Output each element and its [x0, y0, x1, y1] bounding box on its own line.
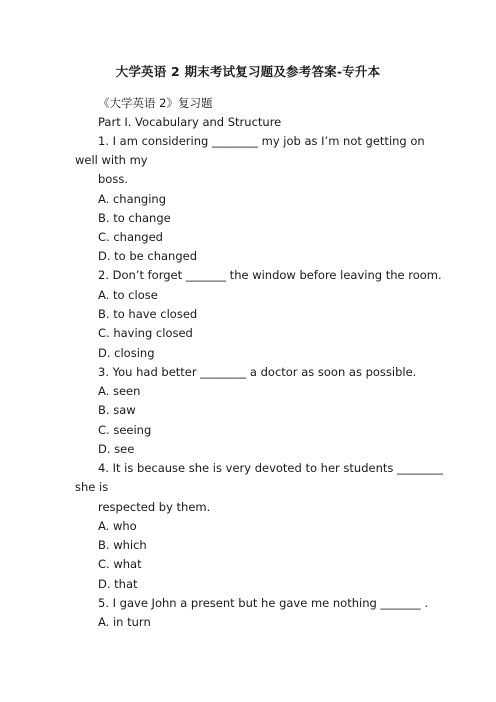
question-1-option-a: A. changing — [98, 192, 167, 206]
question-4-stem: 4. It is because she is very devoted to her students ________ — [98, 461, 444, 475]
question-2-option-c: C. having closed — [98, 326, 193, 340]
question-3-option-c: C. seeing — [98, 423, 152, 437]
question-4-option-b: B. which — [98, 538, 147, 552]
question-4-stem-cont: she is — [75, 480, 109, 494]
question-3-option-d: D. see — [98, 442, 135, 456]
question-5-stem: 5. I gave John a present but he gave me nothing _______ . — [98, 596, 429, 610]
question-5-option-a: A. in turn — [98, 615, 151, 629]
document-title: 大学英语 2 期末考试复习题及参考答案-专升本 — [115, 64, 381, 79]
question-2-option-d: D. closing — [98, 346, 155, 360]
question-2-option-a: A. to close — [98, 288, 158, 302]
question-3-option-a: A. seen — [98, 384, 141, 398]
question-1-option-c: C. changed — [98, 230, 163, 244]
question-1-stem-end: boss. — [98, 172, 128, 186]
question-4-option-c: C. what — [98, 557, 142, 571]
question-1-option-b: B. to change — [98, 211, 171, 225]
question-4-stem-end: respected by them. — [98, 500, 211, 514]
section-heading: Part I. Vocabulary and Structure — [98, 115, 282, 129]
question-2-stem: 2. Don’t forget _______ the window before leaving the room. — [98, 268, 442, 282]
document-subtitle: 《大学英语 2》复习题 — [98, 96, 213, 110]
question-3-stem: 3. You had better ________ a doctor as soon as possible. — [98, 365, 417, 379]
question-1-option-d: D. to be changed — [98, 249, 198, 263]
question-2-option-b: B. to have closed — [98, 307, 198, 321]
question-1-stem: 1. I am considering ________ my job as I’m not getting on — [98, 134, 425, 148]
question-1-stem-cont: well with my — [75, 153, 148, 167]
question-3-option-b: B. saw — [98, 403, 136, 417]
question-4-option-d: D. that — [98, 577, 138, 591]
question-4-option-a: A. who — [98, 519, 137, 533]
